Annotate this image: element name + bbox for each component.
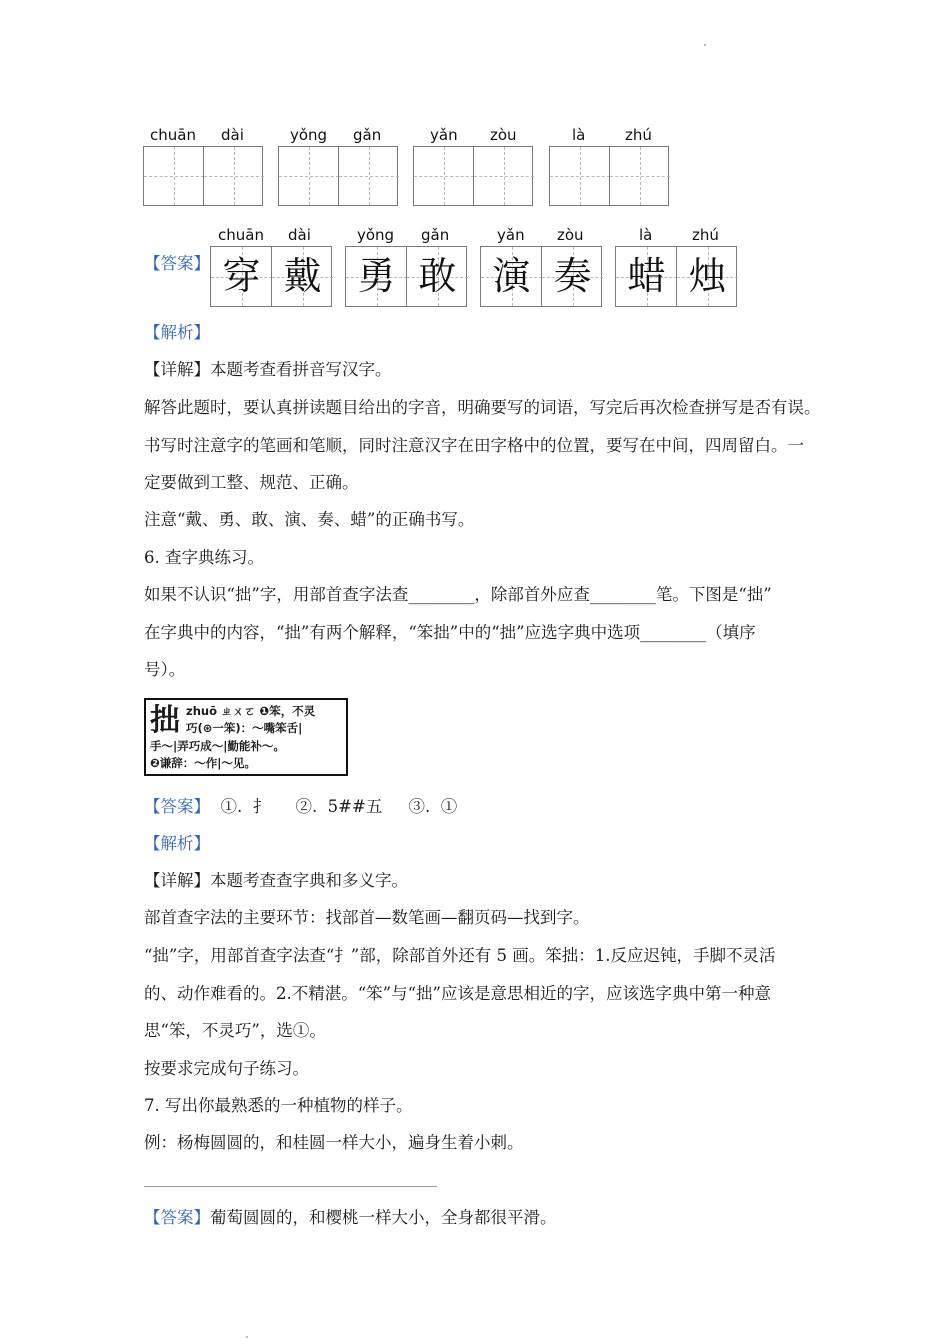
tianzige-box[interactable] [413,146,533,206]
detail-line [144,359,392,381]
pinyin-label: zhú [692,226,719,244]
hanzi-char: 穿 [222,254,261,298]
scan-dot [704,44,706,46]
answer-line [144,796,457,818]
answer-label: 【答案】 [144,1208,210,1227]
pinyin-label: dài [221,126,244,144]
tianzige-box [615,246,737,307]
pinyin-label: chuān [150,126,196,144]
tianzige-box [210,246,332,307]
dictionary-line: 巧(⊛一笨)：～嘴笨舌| [186,721,303,735]
paragraph: 部首查字法的主要环节：找部首—数笔画—翻页码—找到字。 [144,908,590,927]
paragraph: “拙”字，用部首查字法查“扌”部，除部首外还有 5 画。笨拙：1.反应迟钝，手脚不灵活 [144,946,776,965]
hanzi-char: 勇 [357,254,396,298]
hanzi-char: 敢 [418,254,457,298]
tianzige-box [345,246,467,307]
detail-text: 本题考查查字典和多义字。 [210,871,408,890]
detail-label: 【详解】 [144,871,210,890]
tianzige-box[interactable] [143,146,263,206]
hanzi-char: 烛 [688,254,727,298]
pinyin-label: gǎn [421,226,450,244]
dictionary-entry-image [144,698,348,776]
paragraph: 解答此题时，要认真拼读题目给出的字音，明确要写的词语，写完后再次检查拼写是否有误。 [144,398,821,417]
pinyin-label: yǒng [357,226,395,244]
tianzige-box[interactable] [549,146,669,206]
question-title: 7. 写出你最熟悉的一种植物的样子。 [144,1096,413,1115]
pinyin-label: yǒng [290,126,328,144]
dictionary-headword: 拙 [150,703,180,738]
paragraph: 注意“戴、勇、敢、演、奏、蜡”的正确书写。 [144,510,475,529]
answer-label: 【答案】 [144,254,210,273]
answer-label: 【答案】 [144,797,210,816]
paragraph: 书写时注意字的笔画和笔顺，同时注意汉字在田字格中的位置，要写在中间，四周留白。一 [144,436,804,455]
paragraph: 按要求完成句子练习。 [144,1059,309,1078]
pinyin-label: zòu [557,226,584,244]
paragraph: 的、动作难看的。2.不精湛。“笨”与“拙”应该是意思相近的字，应该选字典中第一种意 [144,984,771,1003]
pinyin-label: gǎn [353,126,382,144]
pinyin-label: yǎn [430,126,458,144]
detail-line [144,870,408,892]
hanzi-char: 戴 [283,254,322,298]
question-text: 在字典中的内容，“拙”有两个解释，“笨拙”中的“拙”应选字典中选项________（填序 [144,623,756,642]
answer-text: 葡萄圆圆的，和樱桃一样大小，全身都很平滑。 [210,1208,557,1227]
pinyin-label: zòu [490,126,517,144]
example-text: 例：杨梅圆圆的，和桂圆一样大小，遍身生着小刺。 [144,1133,524,1152]
answer-text: ①. 扌 ②. 5##五 ③. ① [210,797,458,816]
analysis-label: 【解析】 [144,834,210,853]
detail-label: 【详解】 [144,360,210,379]
answer-blank-line [144,1186,437,1187]
pinyin-label: là [572,126,586,144]
question-text: 号）。 [144,660,186,679]
hanzi-char: 演 [492,254,531,298]
dictionary-line: ❷谦辞：～作|～见。 [150,756,256,770]
question-title: 6. 查字典练习。 [144,548,264,567]
pinyin-label: dài [288,226,311,244]
analysis-label: 【解析】 [144,323,210,342]
dictionary-line: zhuō ㄓㄨㄛ ❶笨，不灵 [186,704,316,718]
question-text: 如果不认识“拙”字，用部首查字法查________，除部首外应查________笔。下图是“拙” [144,585,772,604]
tianzige-box[interactable] [278,146,398,206]
pinyin-label: yǎn [497,226,525,244]
paragraph: 思“笨，不灵巧”，选①。 [144,1021,326,1040]
pinyin-label: là [639,226,653,244]
hanzi-char: 蜡 [627,254,666,298]
dictionary-line: 手～|弄巧成～|勤能补～。 [150,739,285,753]
detail-text: 本题考查看拼音写汉字。 [210,360,392,379]
pinyin-label: zhú [625,126,652,144]
paragraph: 定要做到工整、规范、正确。 [144,473,359,492]
answer-line [144,1207,557,1229]
tianzige-box [480,246,602,307]
pinyin-label: chuān [218,226,264,244]
hanzi-char: 奏 [553,254,592,298]
scan-dot [246,1336,248,1338]
